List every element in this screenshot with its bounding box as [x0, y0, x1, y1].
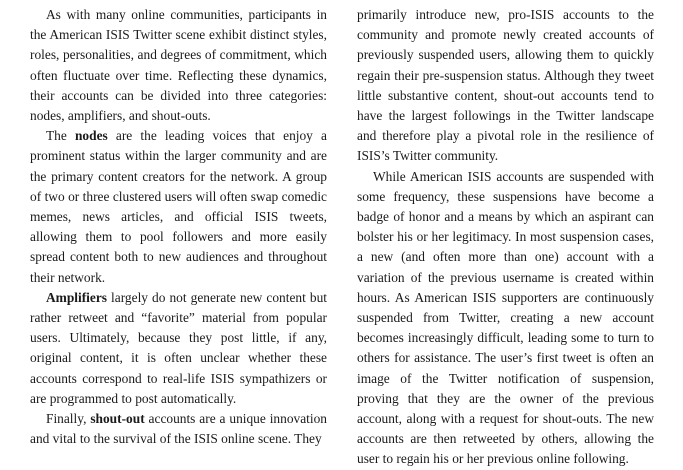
paragraph-shout-outs-text: accounts are a unique innovation and vital to the survival of the ISIS online scene. They — [30, 411, 327, 447]
term-shout-out: shout-out — [90, 411, 145, 427]
paragraph-shout-outs-continued-text: primarily introduce new, pro-ISIS accounts to the community and promote newly created accounts of previously suspended users, allowing them to quickly regain their pre-suspension status. Although they tweet little substantive content, shout-out accounts tend to have the largest followings in the Twitter landscape and therefore play a pivotal role in the resilience of ISIS’s Twitter community. — [357, 7, 654, 164]
paragraph-shout-outs — [30, 409, 327, 449]
paragraph-shout-outs-continued — [357, 5, 654, 167]
paragraph-suspensions — [357, 167, 654, 470]
paragraph-nodes-text: are the leading voices that enjoy a prominent status within the larger community and are the primary content creators for the network. A group of two or three clustered users will often swap comedic memes, news articles, and official ISIS tweets, allowing them to pool followers and more easily spread content both to new audiences and throughout their network. — [30, 128, 327, 285]
paragraph-shout-outs-pre: Finally, — [46, 411, 91, 427]
paragraph-amplifiers-text: largely do not generate new content but rather retweet and “favorite” material from popular users. Ultimately, because they post little, if any, original content, it is often unclear whether these accounts correspond to real-life ISIS sympathizers or are programmed to post automatically. — [30, 289, 327, 406]
term-amplifiers: Amplifiers — [46, 289, 107, 305]
paragraph-communities-text: As with many online communities, participants in the American ISIS Twitter scene exhibit distinct styles, roles, personalities, and degrees of commitment, which often fluctuate over time. Reflecting these dynamics, their accounts can be divided into three categories: nodes, amplifiers, and shout-outs. — [30, 7, 327, 124]
term-nodes: nodes — [74, 128, 108, 144]
paragraph-nodes — [30, 126, 327, 288]
paragraph-suspensions-text: While American ISIS accounts are suspended with some frequency, these suspensions have become a badge of honor and a means by which an aspirant can bolster his or her legitimacy. In most suspension cases, a new (and often more than one) account with a variation of the previous username is created within hours. As American ISIS supporters are continuously suspended from Twitter, creating a new account becomes increasingly difficult, leading some to turn to others for assistance. The user’s first tweet is often an image of the Twitter notification of suspension, proving that they are the owner of the previous account, along with a request for shout-outs. The new accounts are then retweeted by others, allowing the user to regain his or her previous online following. — [357, 168, 654, 467]
paragraph-amplifiers — [30, 288, 327, 409]
paragraph-nodes-pre: The — [46, 128, 75, 144]
left-column — [30, 5, 327, 449]
paragraph-communities — [30, 5, 327, 126]
right-column — [357, 5, 654, 470]
